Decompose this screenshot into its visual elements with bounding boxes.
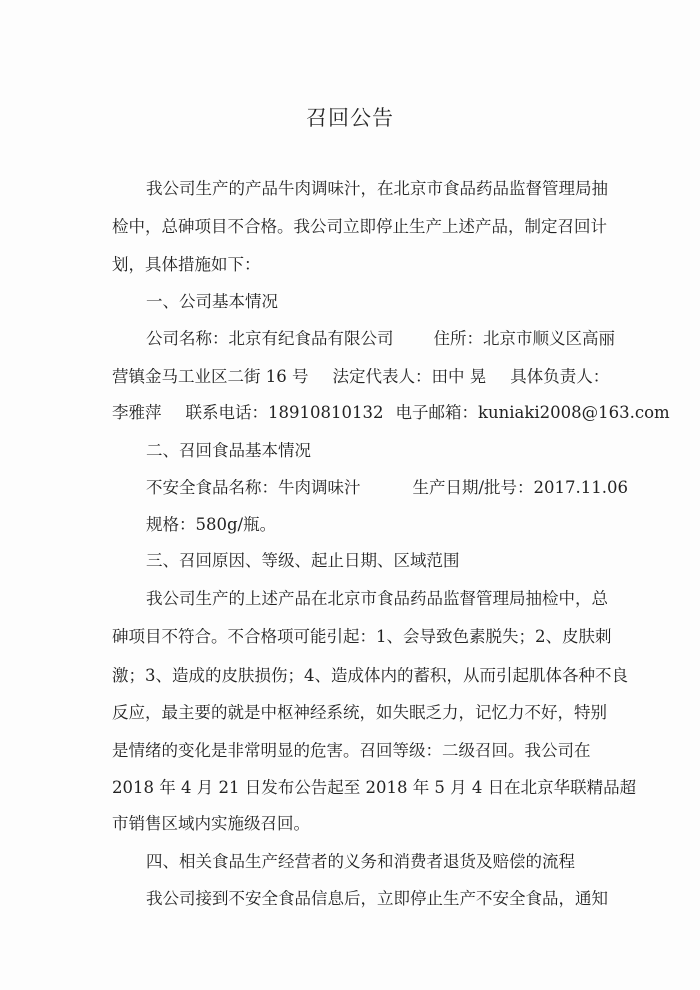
company-info-line-1: [146, 329, 615, 349]
responsible-person-name: 李雅萍: [112, 403, 162, 422]
section4-heading: 四、相关食品生产经营者的义务和消费者退货及赔偿的流程: [146, 852, 575, 871]
section2-heading: 二、召回食品基本情况: [146, 441, 311, 460]
legal-representative: 法定代表人：田中 晃: [332, 367, 487, 386]
unsafe-food-name: 不安全食品名称：牛肉调味汁: [146, 478, 361, 497]
section3-heading: 三、召回原因、等级、起止日期、区域范围: [146, 551, 460, 570]
company-address-part1: 住所：北京市顺义区高丽: [433, 329, 615, 348]
intro-line-2: 检中，总砷项目不合格。我公司立即停止生产上述产品，制定召回计: [112, 217, 607, 236]
production-batch: 生产日期/批号：2017.11.06: [412, 478, 629, 497]
company-info-line-2: [112, 367, 609, 387]
section4-line-1: 我公司接到不安全食品信息后，立即停止生产不安全食品，通知: [146, 889, 608, 908]
contact-email: 电子邮箱：kuniaki2008@163.com: [395, 403, 670, 422]
section1-heading: 一、公司基本情况: [146, 292, 278, 311]
section3-line-7: 市销售区域内实施级召回。: [112, 814, 310, 833]
section3-line-3: 激；3、造成的皮肤损伤；4、造成体内的蓄积，从而引起肌体各种不良: [112, 666, 628, 685]
section3-line-5: 是情绪的变化是非常明显的危害。召回等级：二级召回。我公司在: [112, 741, 591, 760]
food-spec: 规格：580g/瓶。: [146, 515, 277, 534]
food-info-line: [146, 478, 628, 498]
section3-line-6: 2018 年 4 月 21 日发布公告起至 2018 年 5 月 4 日在北京华联精品超: [112, 778, 637, 797]
contact-phone: 联系电话：18910810132: [185, 403, 384, 422]
section3-line-4: 反应，最主要的就是中枢神经系统，如失眠乏力，记忆力不好，特别: [112, 703, 607, 722]
section3-line-1: 我公司生产的上述产品在北京市食品药品监督管理局抽检中，总: [146, 589, 608, 608]
responsible-person-label: 具体负责人：: [510, 367, 610, 386]
document-title: 召回公告: [306, 106, 394, 130]
company-address-part2: 营镇金马工业区二街 16 号: [112, 367, 309, 386]
intro-line-3: 划，具体措施如下：: [112, 255, 261, 274]
intro-line-1: 我公司生产的产品牛肉调味汁，在北京市食品药品监督管理局抽: [146, 179, 608, 198]
section3-line-2: 砷项目不符合。不合格项可能引起：1、会导致色素脱失；2、皮肤刺: [112, 627, 612, 646]
company-info-line-3: [112, 403, 670, 423]
company-name: 公司名称：北京有纪食品有限公司: [146, 329, 394, 348]
